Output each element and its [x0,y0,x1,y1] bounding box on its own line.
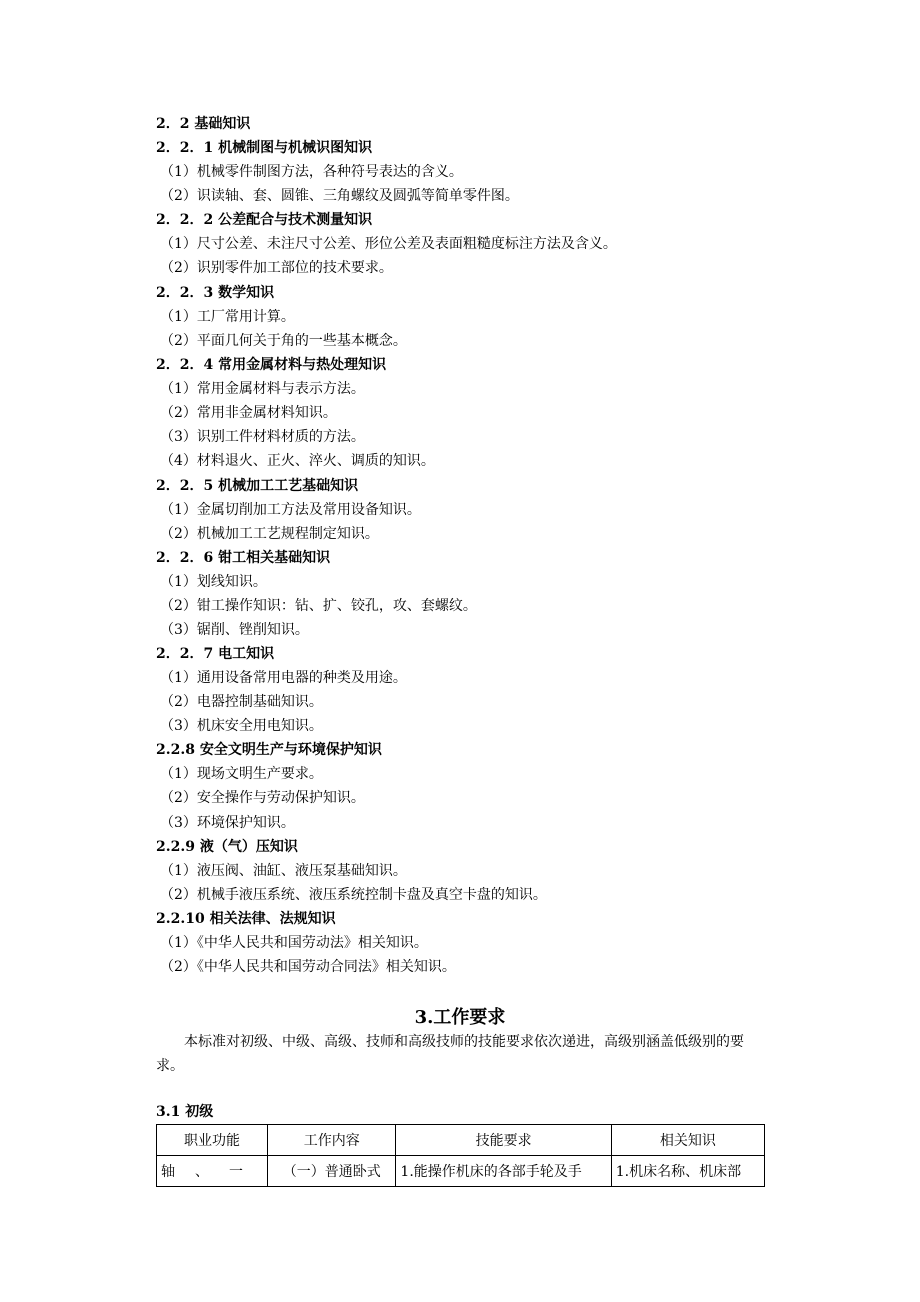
heading-2-2-9: 2.2.9 液（气）压知识 [156,839,298,855]
list-item: （3）锯削、锉削知识。 [160,622,309,638]
list-item: （1）划线知识。 [160,574,267,590]
list-item: （2）识别零件加工部位的技术要求。 [160,260,393,276]
table-header-row [157,1125,765,1156]
heading-2-2-8: 2.2.8 安全文明生产与环境保护知识 [156,742,382,758]
list-item: （1）通用设备常用电器的种类及用途。 [160,670,407,686]
column-header: 工作内容 [268,1125,396,1156]
heading-2-2-4: 2．2．4 常用金属材料与热处理知识 [156,357,387,373]
list-item: （2）《中华人民共和国劳动合同法》相关知识。 [160,959,456,975]
list-item: （4）材料退火、正火、淬火、调质的知识。 [160,453,435,469]
heading-2-2: 2．2 基础知识 [156,116,251,132]
list-item: （1）常用金属材料与表示方法。 [160,381,365,397]
table-cell: 轴、一 [157,1156,268,1187]
list-item: （3）识别工件材料材质的方法。 [160,429,365,445]
list-item: （2）安全操作与劳动保护知识。 [160,790,365,806]
column-header: 技能要求 [396,1125,611,1156]
list-item: （1）尺寸公差、未注尺寸公差、形位公差及表面粗糙度标注方法及含义。 [160,236,617,252]
list-item: （2）识读轴、套、圆锥、三角螺纹及圆弧等简单零件图。 [160,188,519,204]
column-header: 职业功能 [157,1125,268,1156]
list-item: （2）常用非金属材料知识。 [160,405,337,421]
column-header: 相关知识 [611,1125,764,1156]
list-item: （2）电器控制基础知识。 [160,694,323,710]
intro-paragraph: 本标准对初级、中级、高级、技师和高级技师的技能要求依次递进，高级别涵盖低级别的要求。 [156,1034,744,1074]
heading-2-2-10: 2.2.10 相关法律、法规知识 [156,911,336,927]
heading-2-2-2: 2．2．2 公差配合与技术测量知识 [156,212,373,228]
list-item: （2）平面几何关于角的一些基本概念。 [160,333,407,349]
list-item: （1）金属切削加工方法及常用设备知识。 [160,502,421,518]
table-cell: 1.能操作机床的各部手轮及手 [396,1156,611,1187]
table-row [157,1156,765,1187]
requirements-table [156,1124,765,1187]
list-item: （1）工厂常用计算。 [160,309,295,325]
list-item: （2）机械加工工艺规程制定知识。 [160,526,379,542]
subsection-title: 3.1 初级 [156,1104,214,1120]
chapter-title: 3.工作要求 [414,1007,506,1028]
table-cell: 1.机床名称、机床部 [611,1156,764,1187]
heading-2-2-5: 2．2．5 机械加工工艺基础知识 [156,478,359,494]
list-item: （3）机床安全用电知识。 [160,718,323,734]
list-item: （3）环境保护知识。 [160,815,295,831]
list-item: （1）现场文明生产要求。 [160,766,323,782]
heading-2-2-6: 2．2．6 钳工相关基础知识 [156,550,331,566]
list-item: （1）机械零件制图方法，各种符号表达的含义。 [160,164,463,180]
list-item: （2）钳工操作知识：钻、扩、铰孔，攻、套螺纹。 [160,598,477,614]
heading-2-2-1: 2．2．1 机械制图与机械识图知识 [156,140,373,156]
list-item: （1）《中华人民共和国劳动法》相关知识。 [160,935,428,951]
list-item: （1）液压阀、油缸、液压泵基础知识。 [160,863,407,879]
table-cell: （一）普通卧式 [268,1156,396,1187]
heading-2-2-7: 2．2．7 电工知识 [156,646,275,662]
heading-2-2-3: 2．2．3 数学知识 [156,285,275,301]
list-item: （2）机械手液压系统、液压系统控制卡盘及真空卡盘的知识。 [160,887,547,903]
